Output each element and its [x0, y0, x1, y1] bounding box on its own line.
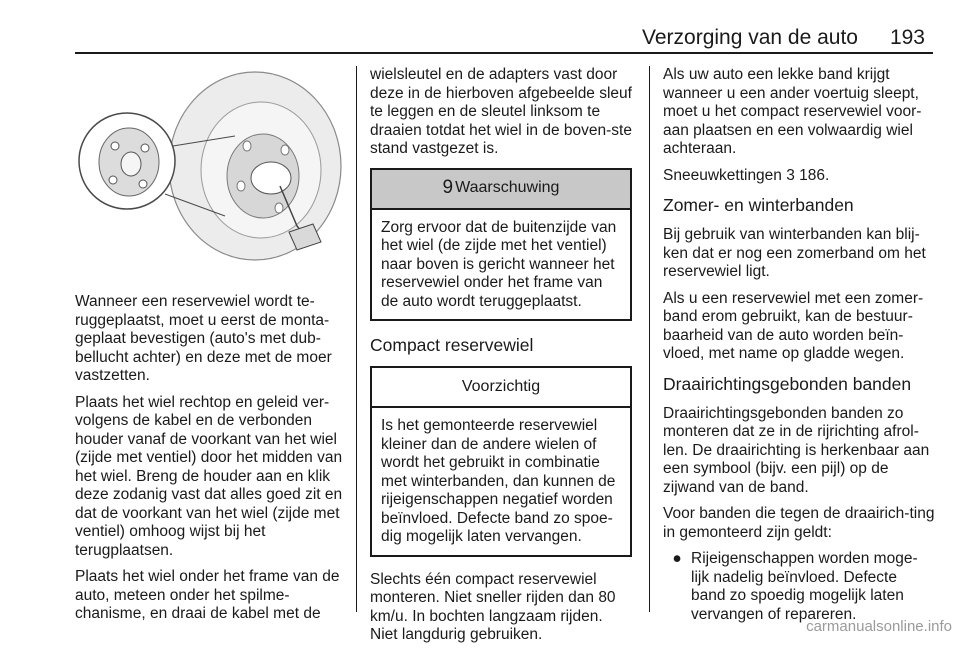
warning-icon: 9 — [442, 177, 454, 199]
cross-reference — [663, 167, 935, 186]
spare-wheel-illustration — [75, 66, 343, 276]
caution-header — [372, 368, 630, 408]
section-heading: Zomer- en winterbanden — [663, 195, 854, 215]
caution-box — [370, 366, 632, 557]
warning-title: Waarschuwing — [455, 179, 560, 197]
paragraph: Slechts één compact reservewiel monteren. Niet sneller rijden dan 80 km/u. In bochten langzaam rijden. Niet langdurig gebruiken. — [370, 570, 616, 643]
paragraph: Draairichtingsgebonden banden zo monteren dat ze in de rijrichting afrol-len. De draairichting is herkenbaar aan een symbool (bijv. een pijl) op de zijwand van de band. — [663, 404, 930, 496]
page-number: 193 — [889, 26, 925, 49]
caution-text: Is het gemonteerde reservewiel kleiner dan de andere wielen of wordt het gebruikt in combinatie met winterbanden, dan kunnen de rijeigenschappen negatief worden beïnvloed. Defecte band zo spoe-dig mogelijk laten vervangen. — [381, 417, 616, 545]
reference-text: Sneeuwkettingen — [663, 166, 782, 184]
column-1 — [75, 293, 347, 632]
paragraph: Voor banden die tegen de draairich-ting in gemonteerd zijn geldt: — [663, 505, 935, 541]
section-heading: Compact reservewiel — [370, 335, 534, 355]
column-divider-1 — [356, 66, 357, 612]
caution-title: Voorzichtig — [461, 377, 541, 395]
paragraph: wielsleutel en de adapters vast door deze in de hierboven afgebeelde sleuf te leggen en de sleutel linksom te draaien totdat het wiel in de boven-ste stand vastgezet is. — [370, 66, 632, 157]
paragraph: Plaats het wiel rechtop en geleid ver-volgens de kabel en de verbonden houder vanaf de voorkant van het wiel (zijde met ventiel) door het midden van het wiel. Breng de houder aan en klik deze zodanig vast dat alles goed zit en dat de voorkant van het wiel (zijde met ventiel) omhoog wijst bij het terugplaatsen. — [75, 393, 343, 559]
paragraph: Bij gebruik van winterbanden kan blij-ken dat er nog een zomerband om het reservewiel ligt. — [663, 226, 926, 280]
bullet-text: Rijeigenschappen worden moge-lijk nadelig beïnvloed. Defecte band zo spoedig mogelijk laten vervangen of repareren. — [691, 550, 918, 623]
watermark: carmanualsonline.info — [806, 618, 952, 635]
page-header — [75, 0, 933, 54]
column-2 — [370, 66, 632, 653]
warning-box — [370, 168, 632, 322]
list-item — [663, 550, 935, 624]
paragraph: Als uw auto een lekke band krijgt wanneer u een ander voertuig sleept, moet u het compact reservewiel voor-aan plaatsen en een volwaardig wiel achteraan. — [663, 66, 922, 157]
warning-header — [372, 170, 630, 210]
paragraph: Wanneer een reservewiel wordt te-ruggeplaatst, moet u eerst de monta-geplaat bevestigen (auto's met dub-bellucht achter) en deze met de moer vastzetten. — [75, 293, 332, 384]
paragraph: Als u een reservewiel met een zomer-band erom gebruikt, kan de bestuur-baarheid van de auto worden beïn-vloed, met name op gladde wegen. — [663, 289, 924, 362]
paragraph: Plaats het wiel onder het frame van de auto, meteen onder het spilme-chanisme, en draai de kabel met de — [75, 568, 340, 622]
bullet-icon: ● — [672, 550, 682, 567]
reference-arrow-icon: 3 — [786, 166, 795, 184]
section-title: Verzorging van de auto — [642, 26, 858, 49]
caution-body — [372, 408, 630, 555]
warning-text: Zorg ervoor dat de buitenzijde van het wiel (de zijde met het ventiel) naar boven is gericht wanneer het reservewiel onder het frame van de auto wordt teruggeplaatst. — [381, 218, 617, 310]
warning-body — [372, 210, 630, 320]
reference-page: 186. — [799, 166, 830, 184]
column-3 — [663, 66, 935, 624]
column-divider-2 — [649, 66, 650, 612]
section-heading: Draairichtingsgebonden banden — [663, 373, 912, 394]
